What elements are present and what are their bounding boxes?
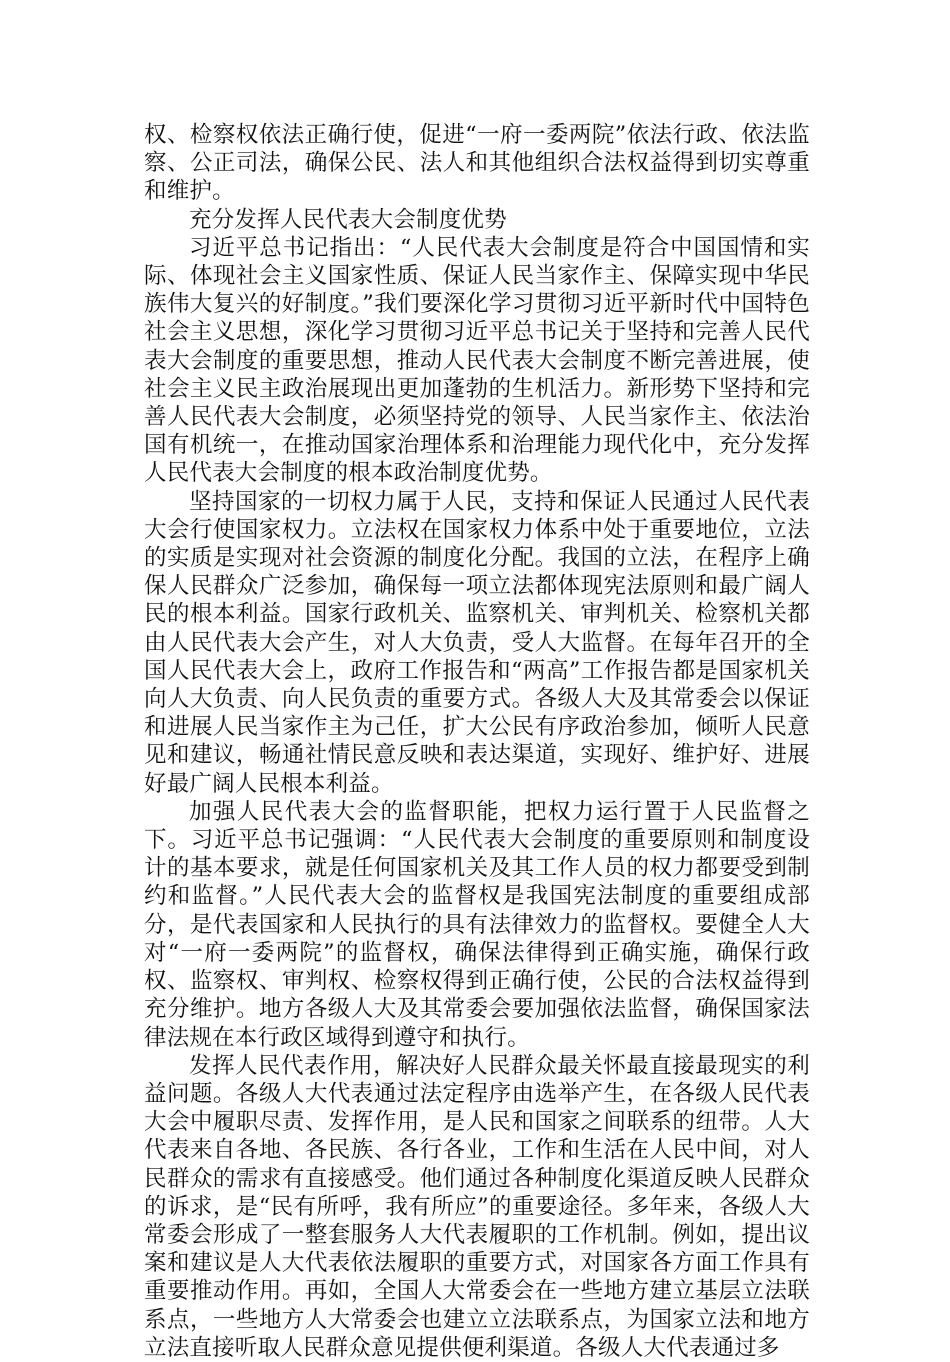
paragraph-state-power: 坚持国家的一切权力属于人民，支持和保证人民通过人民代表大会行使国家权力。立法权在国家权力体系中处于重要地位，立法的实质是实现对社会资源的制度化分配。我国的立法，在程序上确保人民群众广泛参加，确保每一项立法都体现宪法原则和最广阔人民的根本利益。国家行政机关、监察机关、审判机关、检察机关都由人民代表大会产生，对人大负责，受人大监督。在每年召开的全国人民代表大会上，政府工作报告和“两高”工作报告都是国家机关向人大负责、向人民负责的重要方式。各级人大及其常委会以保证和进展人民当家作主为己任，扩大公民有序政治参加，倾听人民意见和建议，畅通社情民意反映和表达渠道，实现好、维护好、进展好最广阔人民根本利益。 xyxy=(144,488,810,797)
paragraph-supervision: 加强人民代表大会的监督职能，把权力运行置于人民监督之下。习近平总书记强调：“人民代表大会制度的重要原则和制度设计的基本要求，就是任何国家机关及其工作人员的权力都要受到制约和监督。”人民代表大会的监督权是我国宪法制度的重要组成部分，是代表国家和人民执行的具有法律效力的监督权。要健全人大对“一府一委两院”的监督权，确保法律得到正确实施，确保行政权、监察权、审判权、检察权得到正确行使，公民的合法权益得到充分维护。地方各级人大及其常委会要加强依法监督，确保国家法律法规在本行政区域得到遵守和执行。 xyxy=(144,798,810,1051)
paragraph-deputies: 发挥人民代表作用，解决好人民群众最关怀最直接最现实的利益问题。各级人大代表通过法定程序由选举产生，在各级人民代表大会中履职尽责、发挥作用，是人民和国家之间联系的纽带。人大代表来自各地、各民族、各行各业，工作和生活在人民中间，对人民群众的需求有直接感受。他们通过各种制度化渠道反映人民群众的诉求，是“民有所呼，我有所应”的重要途径。多年来，各级人大常委会形成了一整套服务人大代表履职的工作机制。例如，提出议案和建议是人大代表依法履职的重要方式，对国家各方面工作具有重要推动作用。再如，全国人大常委会在一些地方建立基层立法联系点，一些地方人大常委会也建立立法联系点，为国家立法和地方立法直接听取人民群众意见提供便利渠道。各级人大代表通过多 xyxy=(144,1052,810,1361)
paragraph-quote-xi: 习近平总书记指出：“人民代表大会制度是符合中国国情和实际、体现社会主义国家性质、保证人民当家作主、保障实现中华民族伟大复兴的好制度。”我们要深化学习贯彻习近平新时代中国特色社会主义思想，深化学习贯彻习近平总书记关于坚持和完善人民代表大会制度的重要思想，推动人民代表大会制度不断完善进展，使社会主义民主政治展现出更加蓬勃的生机活力。新形势下坚持和完善人民代表大会制度，必须坚持党的领导、人民当家作主、依法治国有机统一，在推动国家治理体系和治理能力现代化中，充分发挥人民代表大会制度的根本政治制度优势。 xyxy=(144,234,810,487)
document-body xyxy=(144,121,810,1362)
paragraph-continuation: 权、检察权依法正确行使，促进“一府一委两院”依法行政、依法监察、公正司法，确保公民、法人和其他组织合法权益得到切实尊重和维护。 xyxy=(144,122,810,205)
section-heading: 充分发挥人民代表大会制度优势 xyxy=(189,206,507,233)
